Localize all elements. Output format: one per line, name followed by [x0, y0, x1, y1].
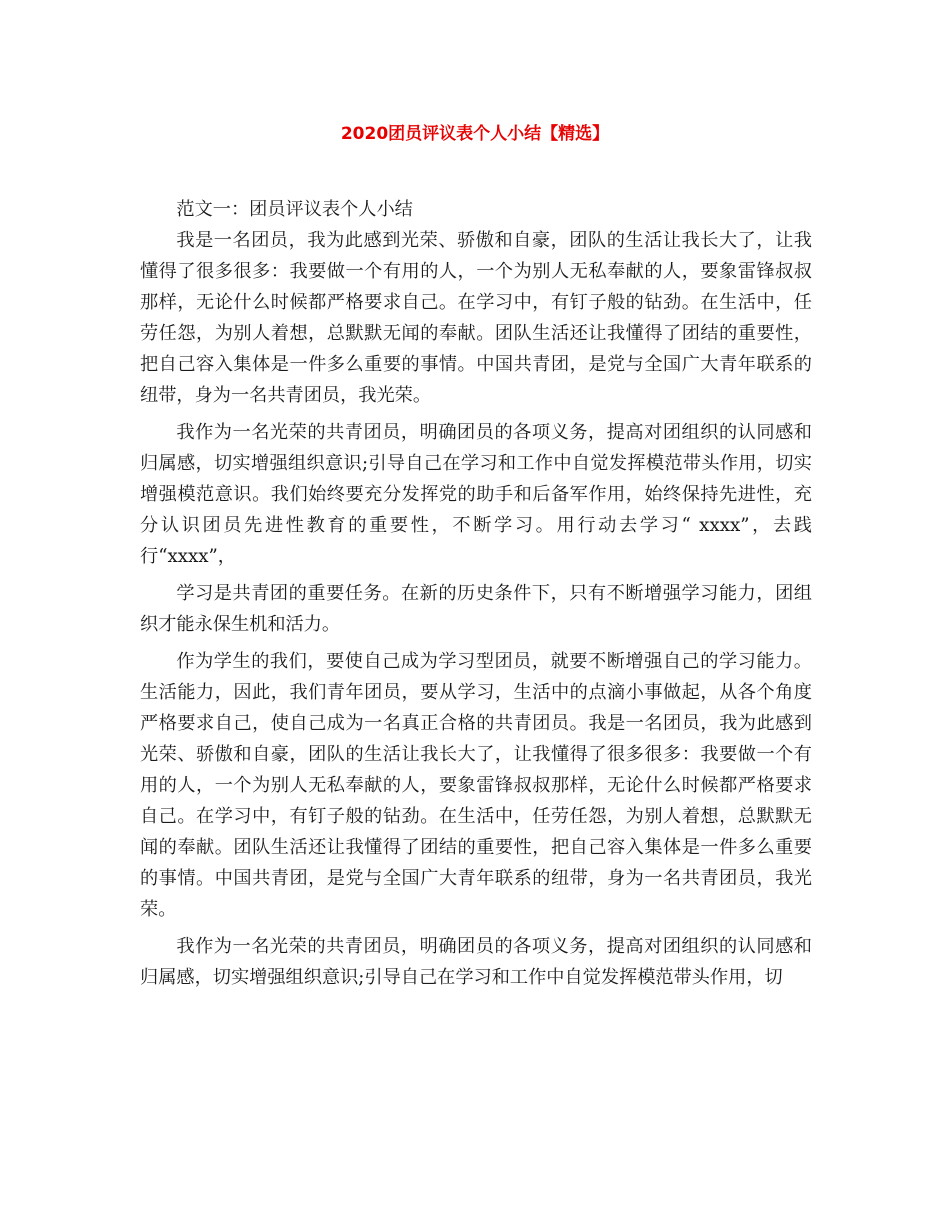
paragraph: 学习是共青团的重要任务。在新的历史条件下，只有不断增强学习能力，团组织才能永保生机和活力。 — [140, 583, 812, 635]
paragraph: 我是一名团员，我为此感到光荣、骄傲和自豪，团队的生活让我长大了，让我懂得了很多很多：我要做一个有用的人，一个为别人无私奉献的人，要象雷锋叔叔那样，无论什么时候都严格要求自己。在学习中，有钉子般的钻劲。在生活中，任劳任怨，为别人着想，总默默无闻的奉献。团队生活还让我懂得了团结的重要性，把自己容入集体是一件多么重要的事情。中国共青团，是党与全国广大青年联系的纽带，身为一名共青团员，我光荣。 — [140, 230, 812, 406]
paragraph: 我作为一名光荣的共青团员，明确团员的各项义务，提高对团组织的认同感和归属感，切实增强组织意识;引导自己在学习和工作中自觉发挥模范带头作用，切 — [140, 936, 812, 988]
document-body — [140, 194, 812, 993]
paragraph: 我作为一名光荣的共青团员，明确团员的各项义务，提高对团组织的认同感和归属感，切实增强组织意识;引导自己在学习和工作中自觉发挥模范带头作用，切实增强模范意识。我们始终要充分发挥党的助手和后备军作用，始终保持先进性，充分认识团员先进性教育的重要性，不断学习。用行动去学习“ xxxx”，去践行“xxxx”， — [140, 422, 812, 567]
section-heading: 范文一：团员评议表个人小结 — [176, 199, 413, 220]
document-title: 2020团员评议表个人小结【精选】 — [340, 124, 610, 144]
paragraph: 作为学生的我们，要使自己成为学习型团员，就要不断增强自己的学习能力。生活能力，因此，我们青年团员，要从学习，生活中的点滴小事做起，从各个角度严格要求自己，使自己成为一名真正合格的共青团员。我是一名团员，我为此感到光荣、骄傲和自豪，团队的生活让我长大了，让我懂得了很多很多：我要做一个有用的人，一个为别人无私奉献的人，要象雷锋叔叔那样，无论什么时候都严格要求自己。在学习中，有钉子般的钻劲。在生活中，任劳任怨，为别人着想，总默默无闻的奉献。团队生活还让我懂得了团结的重要性，把自己容入集体是一件多么重要的事情。中国共青团，是党与全国广大青年联系的纽带，身为一名共青团员，我光荣。 — [140, 651, 812, 920]
